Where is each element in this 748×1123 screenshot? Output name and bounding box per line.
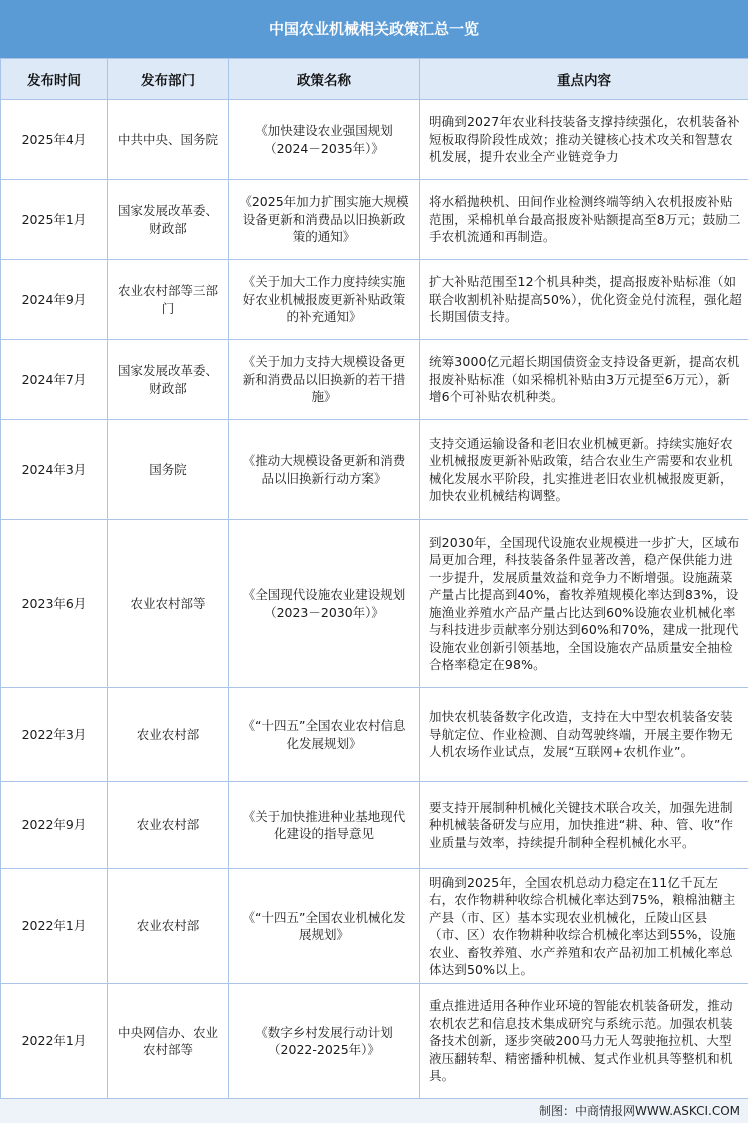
row-date: 2024年3月 [1, 420, 108, 520]
row-date: 2025年1月 [1, 180, 108, 260]
table-row [1, 688, 748, 782]
header-policy: 政策名称 [229, 59, 420, 100]
row-dept: 农业农村部等 [108, 520, 229, 688]
table-row [1, 869, 748, 984]
table-header-row [1, 59, 748, 100]
row-policy: 《关于加力支持大规模设备更新和消费品以旧换新的若干措施》 [229, 340, 420, 420]
row-policy: 《“十四五”全国农业机械化发展规划》 [229, 869, 420, 984]
row-date: 2022年3月 [1, 688, 108, 782]
header-date: 发布时间 [1, 59, 108, 100]
row-dept: 中共中央、国务院 [108, 100, 229, 180]
row-date: 2025年4月 [1, 100, 108, 180]
header-dept: 发布部门 [108, 59, 229, 100]
row-policy: 《关于加大工作力度持续实施好农业机械报废更新补贴政策的补充通知》 [229, 260, 420, 340]
row-dept: 农业农村部 [108, 869, 229, 984]
row-content: 统筹3000亿元超长期国债资金支持设备更新，提高农机报废补贴标准（如采棉机补贴由3万元提至6万元），新增6个可补贴农机种类。 [420, 340, 748, 420]
row-policy: 《数字乡村发展行动计划（2022-2025年）》 [229, 984, 420, 1099]
row-content: 到2030年，全国现代设施农业规模进一步扩大，区域布局更加合理，科技装备条件显著改善，稳产保供能力进一步提升，发展质量效益和竞争力不断增强。设施蔬菜产量占比提高到40%，畜牧养殖规模化率达到83%，设施渔业养殖水产品产量占比达到60%设施农业机械化率与科技进步贡献率分别达到60%和70%，建成一批现代设施农业创新引领基地，全国设施农产品质量安全抽检合格率稳定在98%。 [420, 520, 748, 688]
row-content: 扩大补贴范围至12个机具种类，提高报废补贴标准（如联合收割机补贴提高50%），优化资金兑付流程，强化超长期国债支持。 [420, 260, 748, 340]
table-row [1, 180, 748, 260]
row-date: 2024年7月 [1, 340, 108, 420]
page-title: 中国农业机械相关政策汇总一览 [0, 0, 748, 58]
row-content: 将水稻抛秧机、田间作业检测终端等纳入农机报废补贴范围，采棉机单台最高报废补贴额提高至8万元；鼓励二手农机流通和再制造。 [420, 180, 748, 260]
policy-table [0, 58, 748, 1099]
row-date: 2022年1月 [1, 869, 108, 984]
row-date: 2024年9月 [1, 260, 108, 340]
table-row [1, 260, 748, 340]
row-date: 2022年1月 [1, 984, 108, 1099]
row-dept: 农业农村部等三部门 [108, 260, 229, 340]
row-dept: 农业农村部 [108, 688, 229, 782]
table-row [1, 420, 748, 520]
table-row [1, 782, 748, 869]
row-date: 2022年9月 [1, 782, 108, 869]
row-policy: 《推动大规模设备更新和消费品以旧换新行动方案》 [229, 420, 420, 520]
row-policy: 《关于加快推进种业基地现代化建设的指导意见 [229, 782, 420, 869]
row-content: 明确到2027年农业科技装备支撑持续强化，农机装备补短板取得阶段性成效；推动关键核心技术攻关和智慧农机发展，提升农业全产业链竞争力 [420, 100, 748, 180]
table-row [1, 984, 748, 1099]
row-dept: 国务院 [108, 420, 229, 520]
table-row [1, 340, 748, 420]
row-policy: 《2025年加力扩围实施大规模设备更新和消费品以旧换新政策的通知》 [229, 180, 420, 260]
row-policy: 《“十四五”全国农业农村信息化发展规划》 [229, 688, 420, 782]
source-credit: 制图：中商情报网WWW.ASKCI.COM [0, 1099, 748, 1123]
row-policy: 《加快建设农业强国规划（2024－2035年）》 [229, 100, 420, 180]
row-date: 2023年6月 [1, 520, 108, 688]
table-row [1, 100, 748, 180]
row-content: 加快农机装备数字化改造，支持在大中型农机装备安装导航定位、作业检测、自动驾驶终端，开展主要作物无人机农场作业试点，发展“互联网+农机作业”。 [420, 688, 748, 782]
header-content: 重点内容 [420, 59, 748, 100]
row-dept: 国家发展改革委、财政部 [108, 340, 229, 420]
row-dept: 中央网信办、农业农村部等 [108, 984, 229, 1099]
table-row [1, 520, 748, 688]
row-content: 明确到2025年，全国农机总动力稳定在11亿千瓦左右，农作物耕种收综合机械化率达到75%，粮棉油糖主产县（市、区）基本实现农业机械化，丘陵山区县（市、区）农作物耕种收综合机械化率达到55%，设施农业、畜牧养殖、水产养殖和农产品初加工机械化率总体达到50%以上。 [420, 869, 748, 984]
row-dept: 农业农村部 [108, 782, 229, 869]
row-content: 要支持开展制种机械化关键技术联合攻关，加强先进制种机械装备研发与应用，加快推进“耕、种、管、收”作业质量与效率，持续提升制种全程机械化水平。 [420, 782, 748, 869]
row-content: 支持交通运输设备和老旧农业机械更新。持续实施好农业机械报废更新补贴政策，结合农业生产需要和农业机械化发展水平阶段，扎实推进老旧农业机械报废更新，加快农业机械结构调整。 [420, 420, 748, 520]
row-dept: 国家发展改革委、财政部 [108, 180, 229, 260]
row-content: 重点推进适用各种作业环境的智能农机装备研发，推动农机农艺和信息技术集成研究与系统示范。加强农机装备技术创新，逐步突破200马力无人驾驶拖拉机、大型液压翻转犁、精密播种机械、复式作业机具等整机和机具。 [420, 984, 748, 1099]
row-policy: 《全国现代设施农业建设规划（2023－2030年）》 [229, 520, 420, 688]
